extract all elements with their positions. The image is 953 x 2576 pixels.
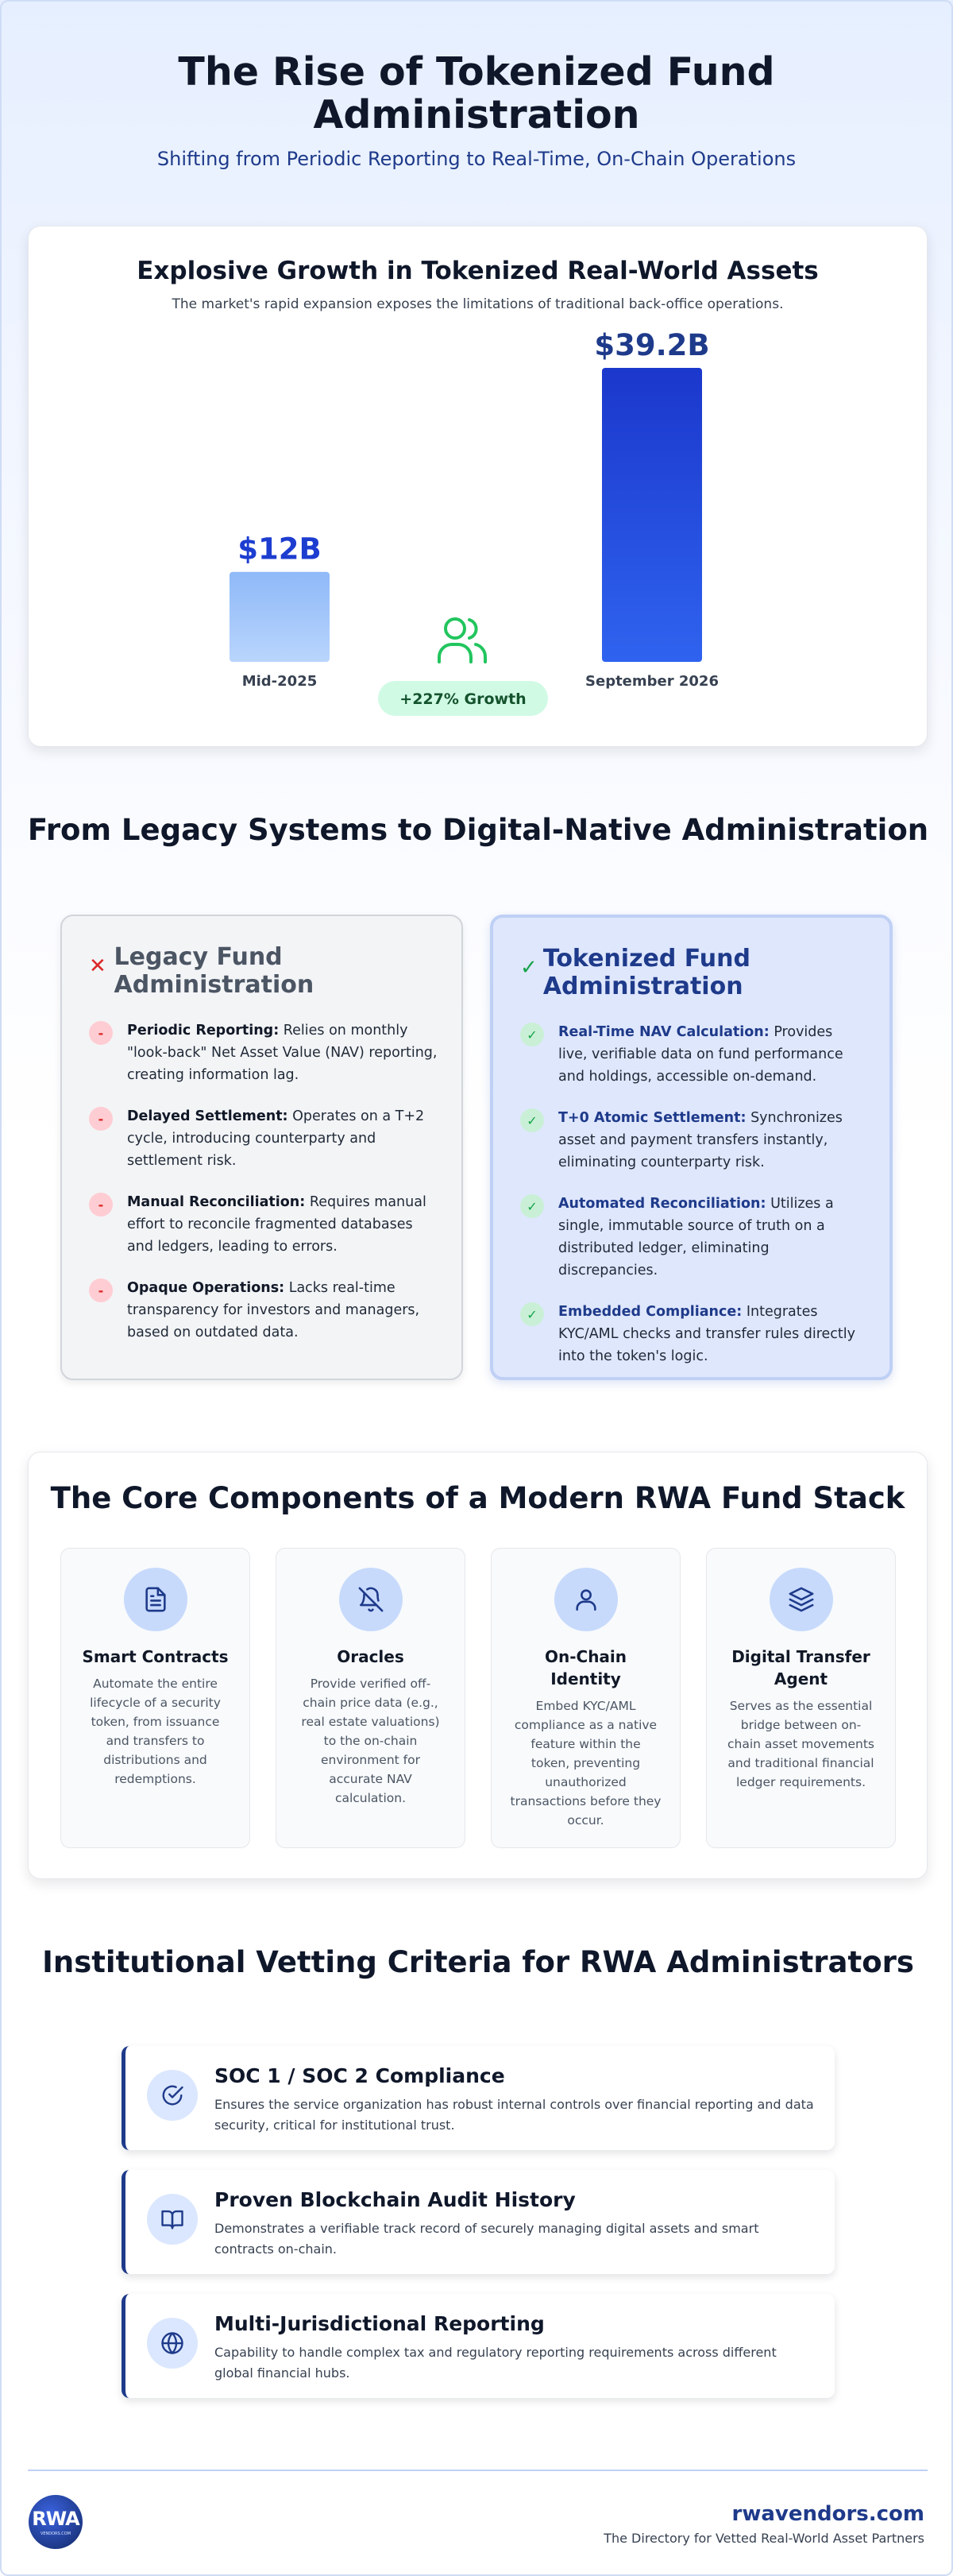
rwa-logo[interactable] [29, 2495, 83, 2549]
criteria-item-title: Proven Blockchain Audit History [214, 2188, 576, 2211]
criteria-item-text: Ensures the service organization has robust internal controls over financial reporting and data security, critical for institutional trust. [214, 2097, 814, 2133]
legacy-list [89, 1019, 438, 1344]
stack-card [28, 1452, 928, 1879]
growth-bar-chart [29, 226, 928, 748]
tokenized-item-description: Integrates KYC/AML checks and transfer rules directly into the token's logic. [558, 1304, 856, 1364]
tokenized-panel [490, 915, 893, 1380]
legacy-item-text [127, 1019, 438, 1086]
footer-divider [28, 2470, 928, 2471]
logo-text: RWA [32, 2508, 79, 2530]
component-title: Smart Contracts [82, 1647, 229, 1666]
tokenized-item-label: T+0 Atomic Settlement: [558, 1110, 747, 1126]
component-text: Serves as the essential bridge between on-chain asset movements and traditional financial ledger requirements. [727, 1699, 874, 1789]
legacy-title: Legacy Fund Administration [114, 943, 314, 999]
bar-value-label: $39.2B [594, 328, 710, 362]
check-icon: ✓ [520, 1194, 544, 1218]
growth-chart-card [28, 226, 928, 747]
component-title: Digital Transfer Agent [731, 1647, 870, 1688]
tokenized-item-label: Real-Time NAV Calculation: [558, 1024, 770, 1040]
minus-icon: - [89, 1278, 113, 1302]
legacy-item-label: Delayed Settlement: [127, 1108, 288, 1124]
legacy-panel [60, 915, 463, 1380]
tokenized-header [520, 945, 866, 1000]
tokenized-item-description: Synchronizes asset and payment transfers instantly, eliminating counterparty risk. [558, 1110, 843, 1170]
category-label: September 2026 [585, 673, 719, 690]
footer-tagline: The Directory for Vetted Real-World Asset Partners [604, 2531, 924, 2546]
tokenized-item [520, 1301, 866, 1367]
component-card-on-chain-identity [491, 1548, 681, 1848]
criteria-item-title: SOC 1 / SOC 2 Compliance [214, 2064, 505, 2087]
document-icon [124, 1568, 187, 1631]
criteria-item-text: Capability to handle complex tax and regulatory reporting requirements across different global financial hubs. [214, 2345, 777, 2381]
legacy-item-text [127, 1105, 438, 1172]
bar-value-label: $12B [237, 532, 322, 567]
check-circle-icon [147, 2070, 198, 2121]
growth-chart-title: Explosive Growth in Tokenized Real-World Assets [137, 257, 819, 285]
component-title: On-Chain Identity [544, 1647, 627, 1688]
growth-badge-label: +227% Growth [399, 690, 527, 708]
tokenized-item-label: Embedded Compliance: [558, 1304, 743, 1320]
criteria-item-text: Demonstrates a verifiable track record of securely managing digital assets and smart contracts on-chain. [214, 2221, 759, 2257]
criteria-item-title: Multi-Jurisdictional Reporting [214, 2312, 545, 2335]
bell-off-icon [339, 1568, 403, 1631]
comparison-title: From Legacy Systems to Digital-Native Administration [27, 813, 929, 847]
tokenized-title: Tokenized Fund Administration [542, 945, 750, 1000]
criteria-item-soc-compliance [122, 2046, 835, 2150]
criteria-title: Institutional Vetting Criteria for RWA Administrators [42, 1945, 914, 1979]
category-label: Mid-2025 [241, 673, 318, 690]
component-card-oracles [276, 1548, 465, 1848]
criteria-item-multi-jurisdictional [122, 2294, 835, 2398]
criteria-item-audit-history [122, 2170, 835, 2274]
check-icon: ✓ [520, 956, 538, 980]
tokenized-item-description: Utilizes a single, immutable source of truth on a distributed ledger, eliminating discrepancies. [558, 1196, 834, 1278]
book-icon [147, 2194, 198, 2245]
tokenized-item-text [558, 1107, 866, 1174]
component-text: Automate the entire lifecycle of a security token, from issuance and transfers to distributions and redemptions. [90, 1677, 221, 1786]
x-icon: ✕ [89, 954, 106, 978]
check-icon: ✓ [520, 1108, 544, 1132]
legacy-item-label: Opaque Operations: [127, 1280, 285, 1296]
legacy-header [89, 943, 438, 999]
bar-mid-2025 [230, 572, 330, 662]
minus-icon: - [89, 1021, 113, 1045]
footer-site-link[interactable]: rwavendors.com [731, 2502, 924, 2526]
stack-title: The Core Components of a Modern RWA Fund Stack [50, 1481, 905, 1515]
minus-icon: - [89, 1107, 113, 1131]
logo-subtext: VENDORS.COM [40, 2532, 71, 2536]
bar-september-2026 [602, 368, 702, 662]
tokenized-item [520, 1021, 866, 1088]
legacy-item-label: Manual Reconciliation: [127, 1194, 306, 1210]
legacy-item-description: Lacks real-time transparency for investors and managers, based on outdated data. [127, 1280, 420, 1340]
component-text: Provide verified off-chain price data (e.g., real estate valuations) to the on-chain environment for accurate NAV calculation. [301, 1677, 440, 1805]
legacy-item [89, 1105, 438, 1172]
check-icon: ✓ [520, 1023, 544, 1046]
tokenized-item-text [558, 1301, 866, 1367]
hero [2, 2, 951, 170]
component-card-smart-contracts [60, 1548, 250, 1848]
minus-icon: - [89, 1193, 113, 1216]
user-icon [554, 1568, 618, 1631]
component-text: Embed KYC/AML compliance as a native feature within the token, preventing unauthorized transactions before they occur. [510, 1699, 662, 1828]
legacy-item-label: Periodic Reporting: [127, 1023, 280, 1039]
legacy-item-description: Operates on a T+2 cycle, introducing counterparty and settlement risk. [127, 1108, 425, 1169]
legacy-item-text [127, 1191, 438, 1258]
users-icon [439, 619, 485, 662]
check-icon: ✓ [520, 1302, 544, 1326]
tokenized-item-description: Provides live, verifiable data on fund performance and holdings, accessible on-demand. [558, 1024, 843, 1085]
tokenized-item [520, 1107, 866, 1174]
legacy-item [89, 1277, 438, 1344]
tokenized-item [520, 1193, 866, 1282]
page-title: The Rise of Tokenized Fund Administration [178, 49, 775, 137]
legacy-item-description: Relies on monthly "look-back" Net Asset Value (NAV) reporting, creating information lag. [127, 1023, 438, 1083]
tokenized-item-label: Automated Reconciliation: [558, 1196, 766, 1212]
legacy-item-description: Requires manual effort to reconcile fragmented databases and ledgers, leading to errors. [127, 1194, 426, 1255]
legacy-item [89, 1019, 438, 1086]
growth-chart-description: The market's rapid expansion exposes the limitations of traditional back-office operations. [172, 296, 784, 312]
component-card-digital-transfer-agent [706, 1548, 896, 1848]
globe-icon [147, 2318, 198, 2369]
legacy-item [89, 1191, 438, 1258]
tokenized-item-text [558, 1021, 866, 1088]
legacy-item-text [127, 1277, 438, 1344]
tokenized-item-text [558, 1193, 866, 1282]
tokenized-list [520, 1021, 866, 1367]
growth-badge [378, 681, 548, 716]
page-subtitle: Shifting from Periodic Reporting to Real-Time, On-Chain Operations [156, 148, 797, 170]
layers-icon [770, 1568, 833, 1631]
component-title: Oracles [337, 1647, 404, 1666]
